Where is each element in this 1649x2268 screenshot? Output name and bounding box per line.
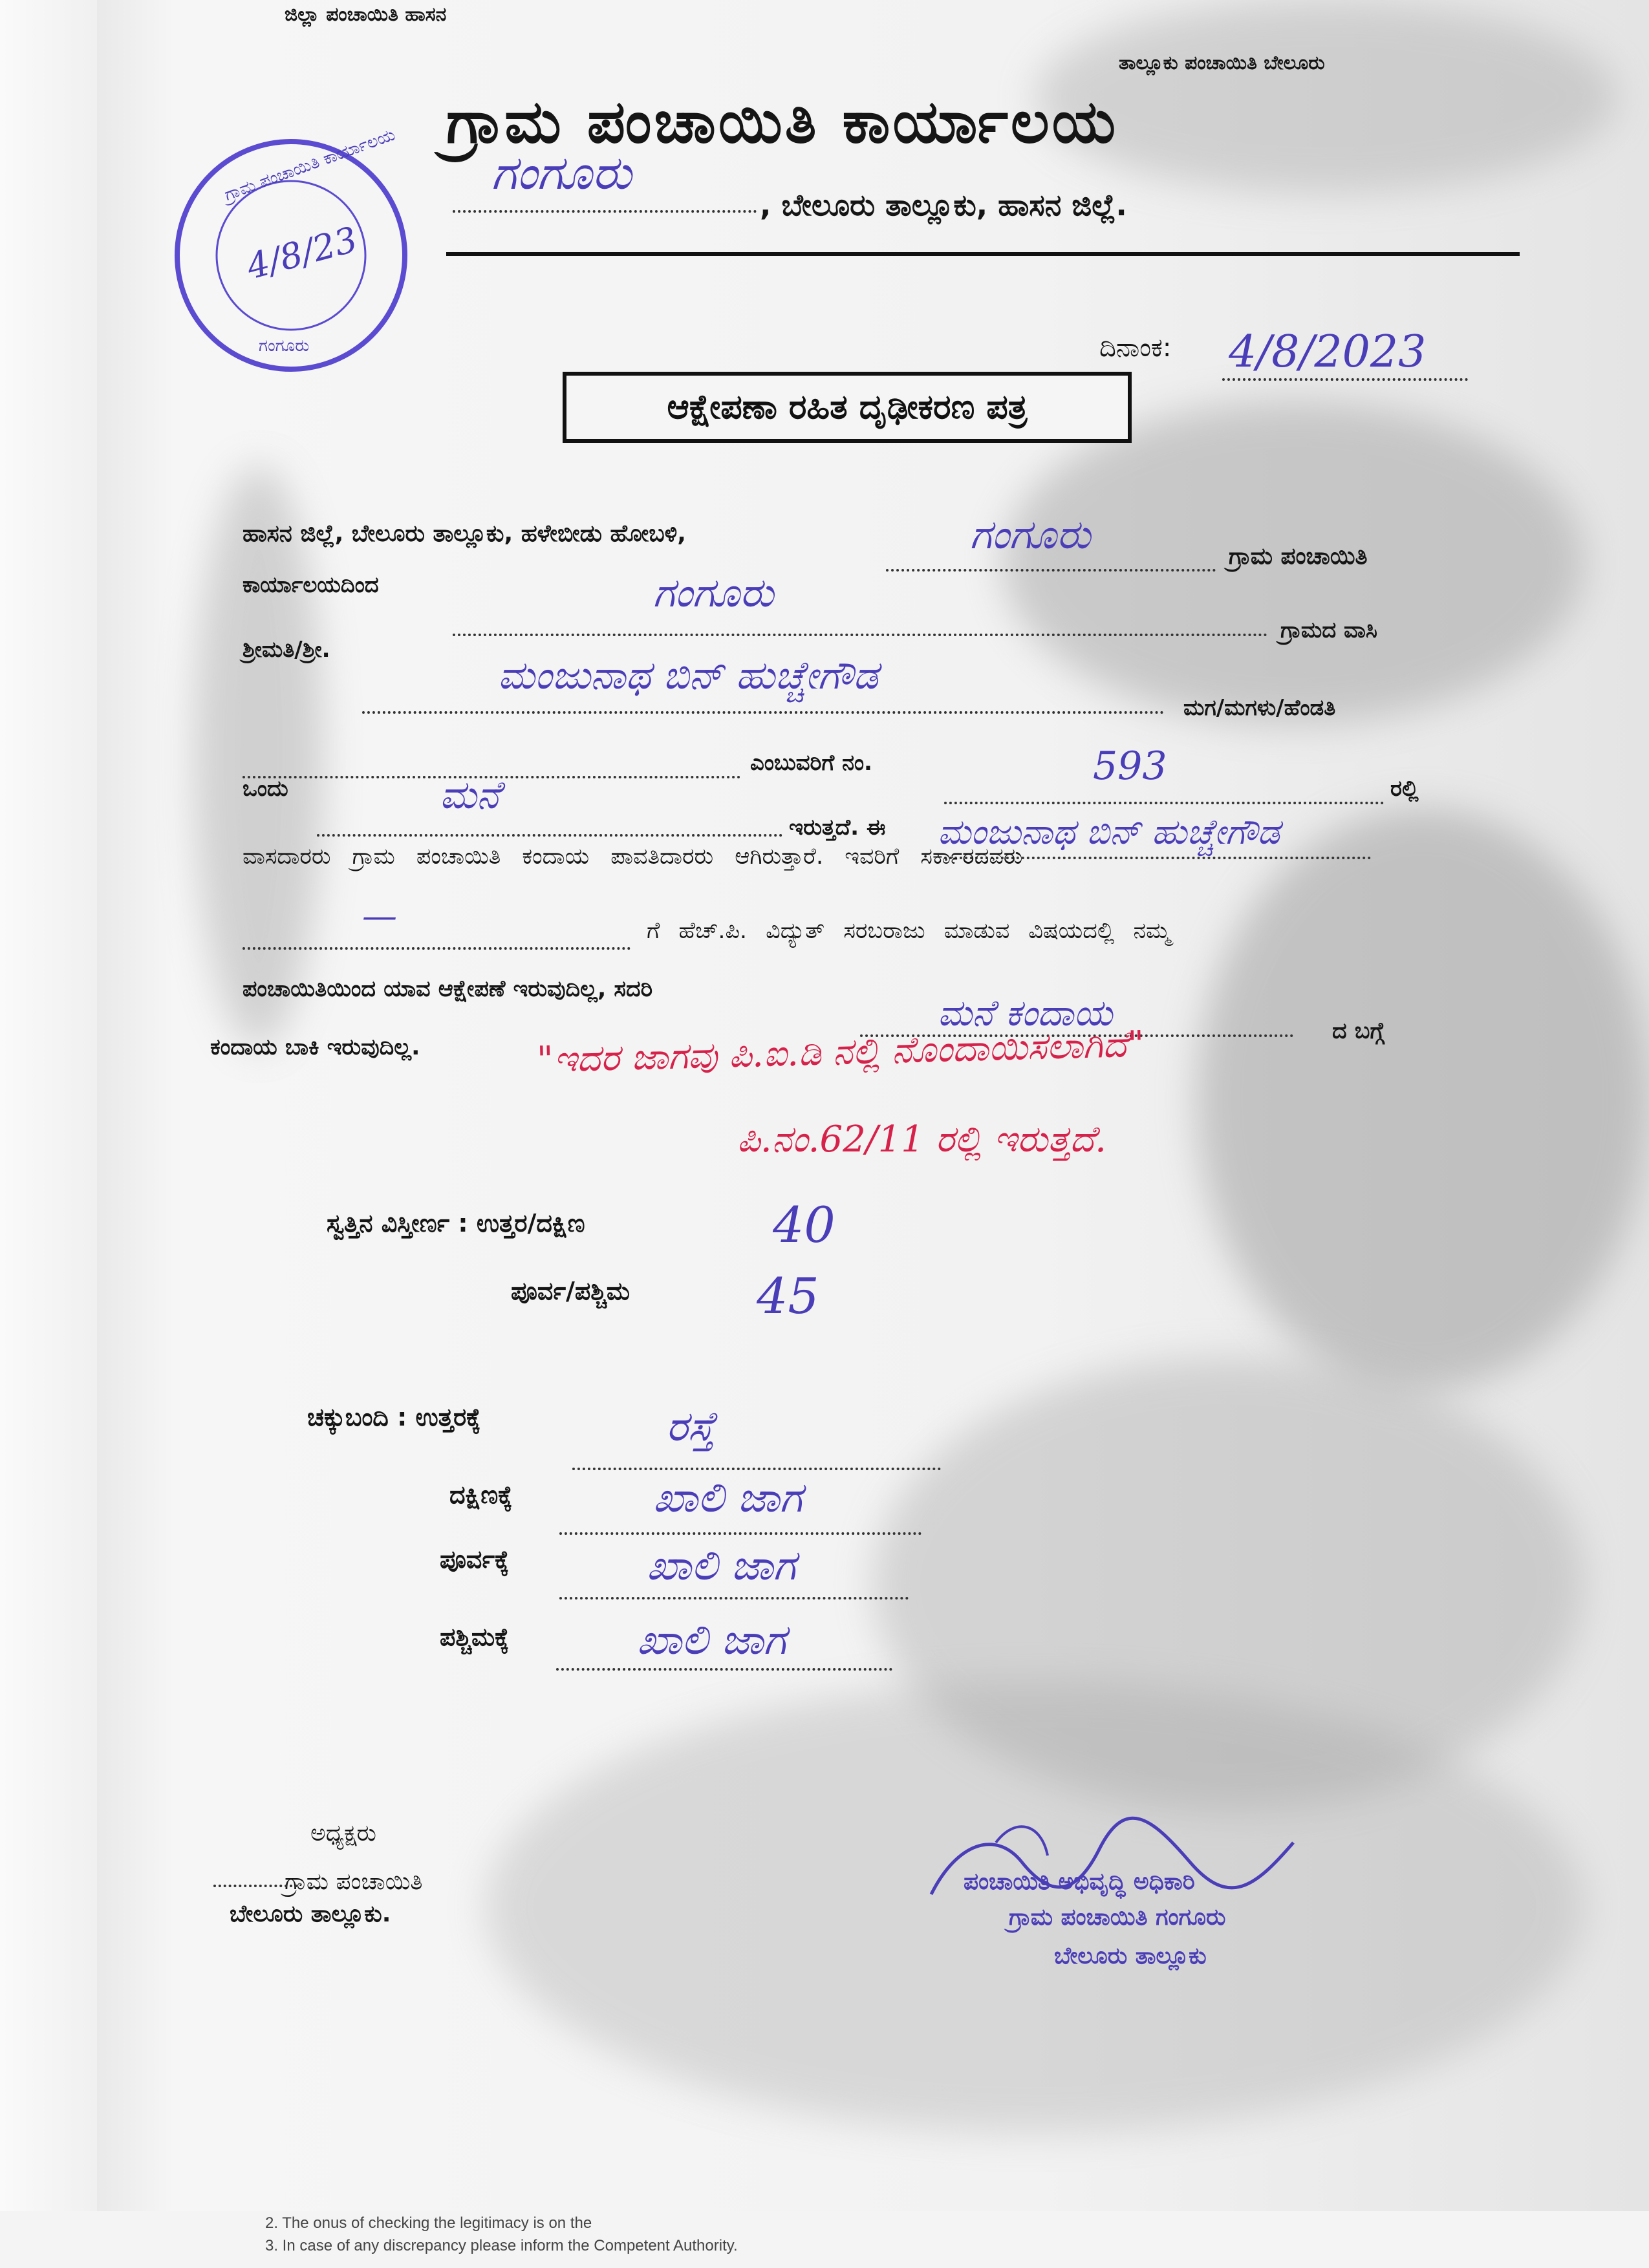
smudge xyxy=(194,465,323,1047)
dimension-ns-label: ಸ್ವತ್ತಿನ ವಿಸ್ತೀರ್ಣ : ಉತ್ತರ/ದಕ್ಷಿಣ xyxy=(327,1209,585,1237)
smudge xyxy=(1035,0,1617,194)
body-line8-text: ಪಂಚಾಯಿತಿಯಿಂದ ಯಾವ ಆಕ್ಷೇಪಣೆ ಇರುವುದಿಲ್ಲ, ಸದರಿ xyxy=(242,976,653,1002)
body-line2-suffix: ಗ್ರಾಮದ ವಾಸಿ xyxy=(1280,617,1377,643)
body-line2-fill: ಗಂಗೂರು xyxy=(653,569,774,616)
body-line7-text: ಗೆ ಹೆಚ್.ಪಿ. ವಿದ್ಯುತ್ ಸರಬರಾಜು ಮಾಡುವ ವಿಷಯದಲ್ಲಿ ನಮ್ಮ xyxy=(647,918,1170,944)
body-line3-fill: ಮಂಜುನಾಥ ಬಿನ್ ಹುಚ್ಚೇಗೌಡ xyxy=(498,653,878,698)
body-line1-fill: ಗಂಗೂರು xyxy=(970,511,1091,558)
body-line5-fill: ಮನೆ xyxy=(440,773,500,818)
body-line3-suffix: ಮಗ/ಮಗಳು/ಹೆಂಡತಿ xyxy=(1183,695,1336,721)
taluk-panchayat-label: ತಾಲ್ಲೂಕು ಪಂಚಾಯಿತಿ ಬೇಲೂರು xyxy=(1119,52,1325,74)
dimension-ew-label: ಪೂರ್ವ/ಪಶ್ಚಿಮ xyxy=(511,1277,630,1305)
body-line3-fill-line xyxy=(362,711,1164,714)
body-line5-mid: ಇರುತ್ತದೆ. ಈ xyxy=(789,815,886,840)
body-line8-suffix: ದ ಬಗ್ಗೆ xyxy=(1332,1018,1385,1044)
body-line9-text: ಕಂದಾಯ ಬಾಕಿ ಇರುವುದಿಲ್ಲ. xyxy=(210,1034,420,1060)
boundary-north-label: ಚಕ್ಕುಬಂದಿ : ಉತ್ತರಕ್ಕೆ xyxy=(307,1403,481,1431)
footer-note-3: 3. In case of any discrepancy please inform the Competent Authority. xyxy=(265,2237,738,2254)
president-taluk: ಬೇಲೂರು ತಾಲ್ಲೂಕು. xyxy=(230,1901,391,1927)
village-handwritten: ಗಂಗೂರು xyxy=(491,145,632,200)
body-line1-suffix: ಗ್ರಾಮ ಪಂಚಾಯಿತಿ xyxy=(1229,543,1368,570)
boundary-north-value: ರಸ್ತೆ xyxy=(666,1403,715,1451)
boundary-east-label: ಪೂರ್ವಕ್ಕೆ xyxy=(440,1545,510,1574)
red-annotation-2: ಪಿ.ನಂ.62/11 ರಲ್ಲಿ ಇರುತ್ತದೆ. xyxy=(737,1118,1106,1161)
seal-bottom-text: ಗಂಗೂರು xyxy=(259,336,310,356)
boundary-south-value: ಖಾಲಿ ಜಾಗ xyxy=(653,1474,803,1522)
header-rule xyxy=(446,252,1520,256)
body-line4-mid: ಎಂಬುವರಿಗೆ ನಂ. xyxy=(750,750,872,776)
president-panchayat: ಗ್ರಾಮ ಪಂಚಾಯಿತಿ xyxy=(285,1868,423,1895)
seal-date: 4/8/23 xyxy=(242,219,362,288)
date-value: 4/8/2023 xyxy=(1229,326,1427,378)
body-line4-fill-line-b xyxy=(944,802,1384,804)
pdo-stamp-line2: ಗ್ರಾಮ ಪಂಚಾಯಿತಿ ಗಂಗೂರು xyxy=(1009,1904,1226,1931)
body-line1-fill-line xyxy=(886,569,1216,572)
document-title: ಆಕ್ಷೇಪಣಾ ರಹಿತ ದೃಢೀಕರಣ ಪತ್ರ xyxy=(563,372,1132,443)
body-line6: ವಾಸದಾರರು ಗ್ರಾಮ ಪಂಚಾಯಿತಿ ಕಂದಾಯ ಪಾವತಿದಾರರು ಆಗಿರುತ್ತಾರೆ. ಇವರಿಗೆ ಸರ್ಕಾರದವರು xyxy=(242,844,1023,870)
boundary-east-line xyxy=(559,1597,909,1599)
date-fill-line xyxy=(1222,378,1468,381)
body-line5-prefix: ಒಂದು xyxy=(242,776,288,802)
pdo-stamp-line1: ಪಂಚಾಯಿತಿ ಅಭಿವೃದ್ಧಿ ಅಧಿಕಾರಿ xyxy=(964,1868,1195,1895)
district-panchayat-label: ಜಿಲ್ಲಾ ಪಂಚಾಯಿತಿ ಹಾಸನ xyxy=(285,3,447,26)
date-label: ದಿನಾಂಕ: xyxy=(1099,333,1172,363)
boundary-west-value: ಖಾಲಿ ಜಾಗ xyxy=(637,1616,786,1664)
red-annotation-1: "ಇದರ ಜಾಗವು ಪಿ.ಐ.ಡಿ ನಲ್ಲಿ ನೊಂದಾಯಿಸಲಾಗಿದೆ" xyxy=(536,1023,1145,1082)
address-line: , ಬೇಲೂರು ತಾಲ್ಲೂಕು, ಹಾಸನ ಜಿಲ್ಲೆ. xyxy=(760,187,1127,222)
body-line4-fill: 593 xyxy=(1093,744,1167,789)
dimension-ns-value: 40 xyxy=(773,1196,835,1254)
body-line2-fill-line xyxy=(453,634,1267,636)
body-line1-text: ಹಾಸನ ಜಿಲ್ಲೆ, ಬೇಲೂರು ತಾಲ್ಲೂಕು, ಹಳೇಬೀಡು ಹೋಬಳಿ, xyxy=(242,520,686,547)
footer-strip xyxy=(0,2211,1649,2268)
body-line3-prefix: ಶ್ರೀಮತಿ/ಶ್ರೀ. xyxy=(242,637,330,663)
office-title: ಗ್ರಾಮ ಪಂಚಾಯಿತಿ ಕಾರ್ಯಾಲಯ xyxy=(446,87,1119,156)
president-sign-line xyxy=(213,1885,297,1887)
body-line8-fill: ಮನೆ ಕಂದಾಯ xyxy=(938,992,1113,1034)
body-line5-suffix: ರಲ್ಲಿ xyxy=(1390,776,1419,802)
body-line5-fill-line-a xyxy=(317,834,782,837)
smudge xyxy=(1196,808,1649,1390)
seal-top-text: ಗ್ರಾಮ ಪಂಚಾಯಿತಿ ಕಾರ್ಯಾಲಯ xyxy=(222,125,398,205)
page-left-margin xyxy=(0,0,98,2211)
boundary-east-value: ಖಾಲಿ ಜಾಗ xyxy=(647,1542,796,1590)
president-title: ಅಧ್ಯಕ್ಷರು xyxy=(310,1820,376,1846)
body-line2-prefix: ಕಾರ್ಯಾಲಯದಿಂದ xyxy=(242,572,379,598)
village-fill-line xyxy=(453,210,757,213)
boundary-south-line xyxy=(559,1532,921,1535)
boundary-south-label: ದಕ್ಷಿಣಕ್ಕೆ xyxy=(449,1481,513,1509)
boundary-north-line xyxy=(572,1468,941,1470)
pdo-stamp-line3: ಬೇಲೂರು ತಾಲ್ಲೂಕು xyxy=(1054,1943,1207,1969)
boundary-west-line xyxy=(556,1668,892,1671)
footer-note-2: 2. The onus of checking the legitimacy is on the xyxy=(265,2214,592,2232)
body-line5-fill2: ಮಂಜುನಾಥ ಬಿನ್ ಹುಚ್ಚೇಗೌಡ xyxy=(938,811,1280,852)
dimension-ew-value: 45 xyxy=(757,1267,819,1325)
body-line7-fill-line xyxy=(242,947,630,950)
body-line7-fill: — xyxy=(362,895,397,936)
boundary-west-label: ಪಶ್ಚಿಮಕ್ಕೆ xyxy=(440,1623,510,1651)
